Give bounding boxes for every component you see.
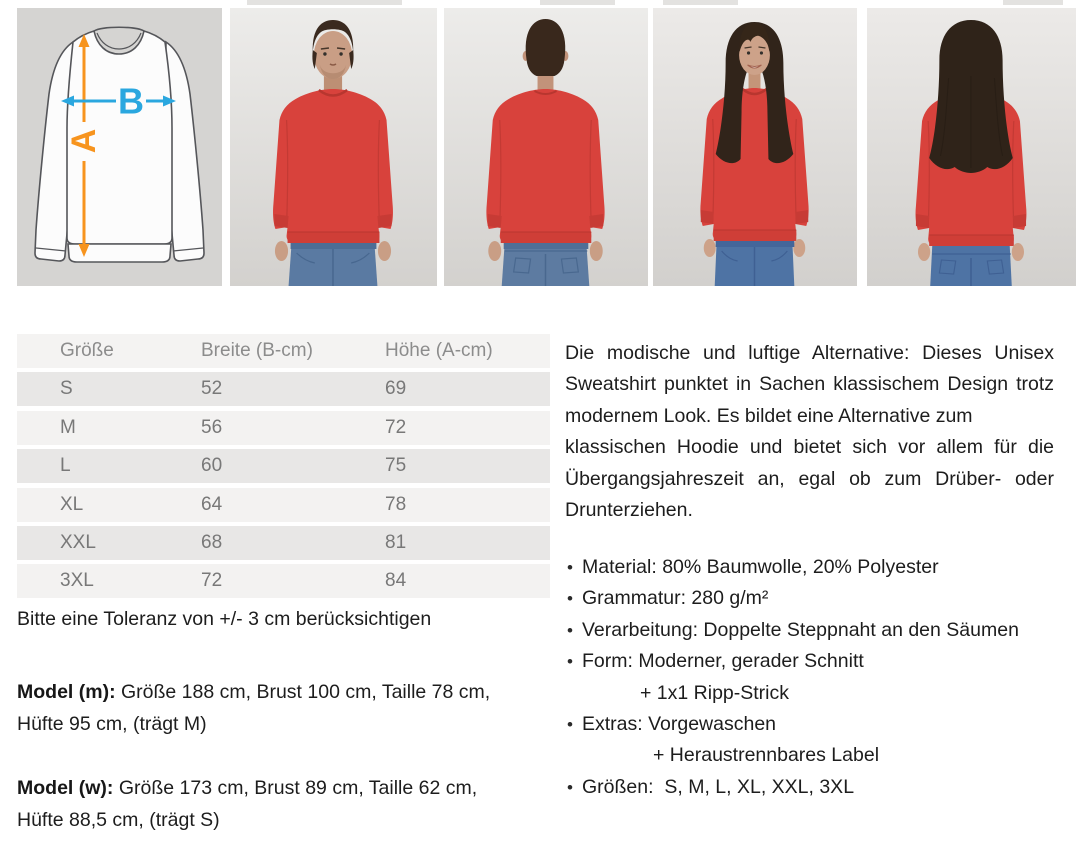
diagram-label-a: A (65, 128, 103, 154)
table-row-m (17, 411, 550, 445)
cell-breite: 72 (201, 570, 223, 592)
size-diagram-image (17, 8, 222, 286)
cell-size: L (60, 455, 71, 477)
cell-breite: 60 (201, 455, 223, 477)
bullet-icon: • (567, 620, 573, 640)
description-line: Die modische und luftige Alternative: Dieses Unisex (565, 342, 1054, 364)
cell-breite: 56 (201, 416, 223, 438)
hand (488, 241, 501, 261)
size-table-header-row (17, 334, 550, 368)
jeans (715, 241, 795, 286)
cropped-image-strip (663, 0, 738, 5)
cell-size: XL (60, 493, 84, 515)
model-m-label: Model (m): (17, 681, 116, 703)
hand (590, 241, 603, 261)
hand (918, 243, 930, 261)
model-w-label: Model (w): (17, 777, 114, 799)
bullet-icon: • (567, 558, 573, 577)
sweatshirt-measure-diagram (17, 8, 222, 286)
hand (378, 241, 391, 261)
bullet-icon: • (567, 777, 573, 797)
table-row-xxl (17, 526, 550, 560)
jeans (502, 243, 590, 286)
model-m-line1: Größe 188 cm, Brust 100 cm, Taille 78 cm, (115, 681, 491, 703)
sweatshirt (700, 88, 808, 241)
feature-item-verarbeitung: • Verarbeitung: Doppelte Steppnaht an den Säumen (565, 615, 1070, 646)
photo-model-male-front-svg (230, 8, 437, 286)
cell-breite: 64 (201, 493, 223, 515)
hair (929, 20, 1013, 173)
table-row-3xl (17, 564, 550, 598)
cell-hoehe: 78 (385, 493, 407, 515)
size-table (17, 334, 550, 603)
cell-hoehe: 69 (385, 378, 407, 400)
model-m-line2: Hüfte 95 cm, (trägt M) (17, 713, 207, 735)
description-line: klassischen Hoodie und bietet sich vor allem für die (565, 436, 1054, 459)
cell-hoehe: 84 (385, 570, 407, 592)
hair (526, 19, 566, 76)
jeans (289, 243, 378, 286)
cropped-image-strip (1003, 0, 1063, 5)
tolerance-note: Bitte eine Toleranz von +/- 3 cm berücksichtigen (17, 608, 432, 630)
bullet-icon: • (567, 715, 573, 735)
model-w-line1: Größe 173 cm, Brust 89 cm, Taille 62 cm, (113, 777, 478, 799)
photo-model-female-back (867, 8, 1076, 286)
sweatshirt-outline-drawing (35, 27, 204, 262)
cell-hoehe: 81 (385, 531, 407, 553)
cell-hoehe: 72 (385, 416, 407, 438)
hand (1012, 243, 1024, 261)
photo-model-male-back-svg (444, 8, 648, 286)
description-line: Drunterziehen. (565, 498, 693, 521)
photo-model-female-front-svg (653, 8, 857, 286)
cropped-image-strip (540, 0, 615, 5)
table-row-xl (17, 488, 550, 522)
photo-model-male-front (230, 8, 437, 286)
cell-hoehe: 75 (385, 455, 407, 477)
bullet-icon (623, 678, 640, 709)
photo-model-male-back (444, 8, 648, 286)
cell-size: XXL (60, 531, 96, 553)
face (314, 31, 352, 79)
description-line: Übergangsjahreszeit an, egal ob zum Drüber- oder (565, 467, 1054, 490)
model-female-measurements (17, 772, 539, 836)
hand (793, 239, 805, 257)
feature-item-grammatur: • Grammatur: 280 g/m² (565, 583, 1070, 614)
product-description (565, 338, 1054, 526)
cropped-image-strip (247, 0, 402, 5)
sweatshirt (486, 89, 604, 243)
photo-model-female-back-svg (867, 8, 1076, 286)
table-row-l (17, 449, 550, 483)
description-line: Sweatshirt punktet in Sachen klassischem Design trotz (565, 373, 1054, 396)
feature-item-form: • Form: Moderner, gerader Schnitt (565, 646, 1070, 677)
table-row-s (17, 372, 550, 406)
column-header-breite: Breite (B-cm) (201, 340, 313, 361)
cell-breite: 68 (201, 531, 223, 553)
cell-breite: 52 (201, 378, 223, 400)
feature-list (565, 552, 1070, 803)
cell-size: M (60, 416, 76, 438)
feature-item-form-cont: + 1x1 Ripp-Strick (565, 678, 1070, 709)
model-w-line2: Hüfte 88,5 cm, (trägt S) (17, 809, 220, 831)
hand (704, 239, 716, 257)
feature-item-extras-cont: + Heraustrennbares Label (565, 740, 1070, 771)
description-line: modernem Look. Es bildet eine Alternative zum (565, 404, 973, 427)
column-header-hoehe: Höhe (A-cm) (385, 340, 493, 361)
feature-item-groessen: • Größen: S, M, L, XL, XXL, 3XL (565, 772, 1070, 803)
jeans (930, 246, 1012, 286)
diagram-label-b: B (118, 80, 144, 122)
cell-size: 3XL (60, 570, 94, 592)
photo-model-female-front (653, 8, 857, 286)
feature-item-material: • Material: 80% Baumwolle, 20% Polyester (565, 552, 1070, 583)
bullet-icon: • (567, 589, 573, 609)
hand (275, 241, 288, 261)
feature-item-extras: • Extras: Vorgewaschen (565, 709, 1070, 740)
bullet-icon: • (567, 652, 573, 672)
cell-size: S (60, 378, 73, 400)
bullet-icon (636, 740, 653, 771)
model-male-measurements (17, 676, 539, 740)
column-header-groesse: Größe (60, 340, 114, 361)
sweatshirt (273, 89, 393, 243)
